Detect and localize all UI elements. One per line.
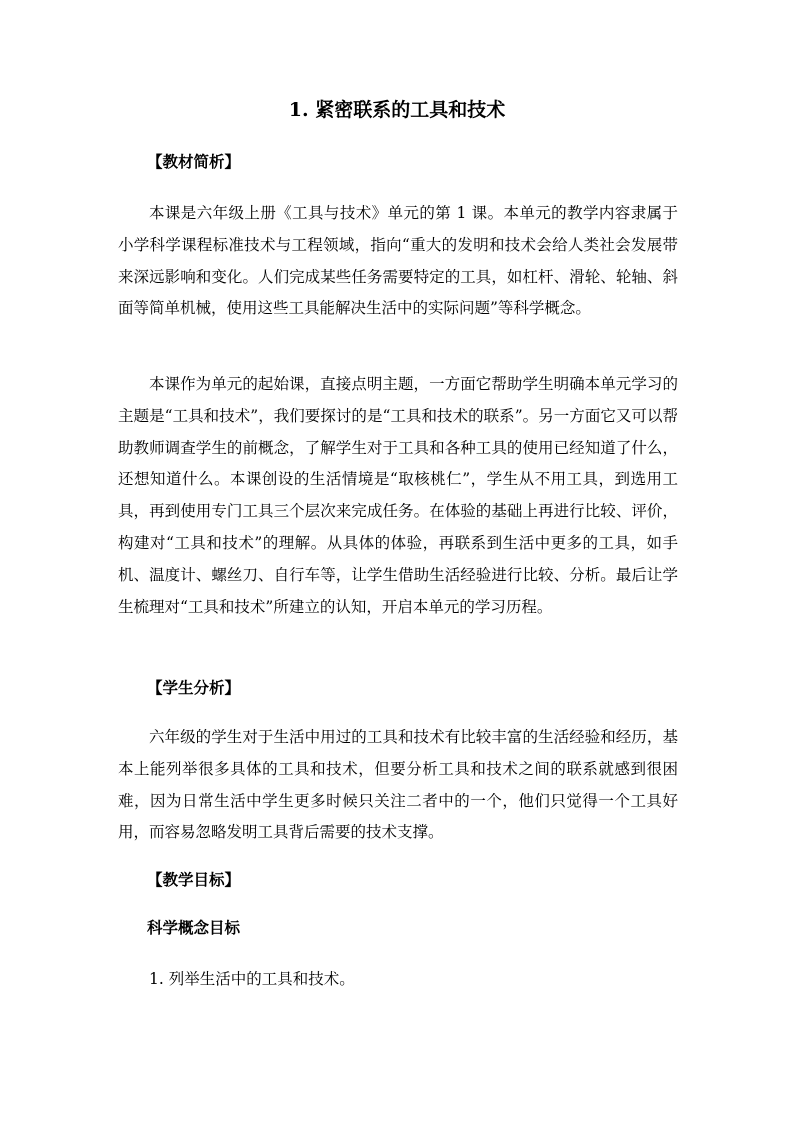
section-heading-teaching-goals: 【教学目标】	[147, 870, 241, 889]
subheading-science-concept-goals: 科学概念目标	[147, 918, 241, 937]
paragraph-student-analysis: 六年级的学生对于生活中用过的工具和技术有比较丰富的生活经验和经历，基本上能列举很多具体的工具和技术，但要分析工具和技术之间的联系就感到很困难，因为日常生活中学生更多时候只关注二者中的一个，他们只觉得一个工具好用，而容易忽略发明工具背后需要的技术支撑。	[118, 728, 678, 842]
list-item-goal-1: 1. 列举生活中的工具和技术。	[149, 970, 355, 988]
section-heading-student-analysis: 【学生分析】	[147, 678, 241, 697]
paragraph-textbook-analysis-1: 本课是六年级上册《工具与技术》单元的第 1 课。本单元的教学内容隶属于小学科学课程标准技术与工程领域，指向“重大的发明和技术会给人类社会发展带来深远影响和变化。人们完成某些任务需要特定的工具，如杠杆、滑轮、轮轴、斜面等简单机械，使用这些工具能解决生活中的实际问题”等科学概念。	[118, 204, 678, 318]
section-heading-textbook-analysis: 【教材简析】	[147, 152, 241, 171]
document-title: 1. 紧密联系的工具和技术	[288, 99, 506, 121]
paragraph-textbook-analysis-2: 本课作为单元的起始课，直接点明主题，一方面它帮助学生明确本单元学习的主题是“工具和技术”，我们要探讨的是“工具和技术的联系”。另一方面它又可以帮助教师调查学生的前概念，了解学生对于工具和各种工具的使用已经知道了什么，还想知道什么。本课创设的生活情境是“取核桃仁”，学生从不用工具，到选用工具，再到使用专门工具三个层次来完成任务。在体验的基础上再进行比较、评价，构建对“工具和技术”的理解。从具体的体验，再联系到生活中更多的工具，如手机、温度计、螺丝刀、自行车等，让学生借助生活经验进行比较、分析。最后让学生梳理对“工具和技术”所建立的认知，开启本单元的学习历程。	[118, 375, 678, 616]
